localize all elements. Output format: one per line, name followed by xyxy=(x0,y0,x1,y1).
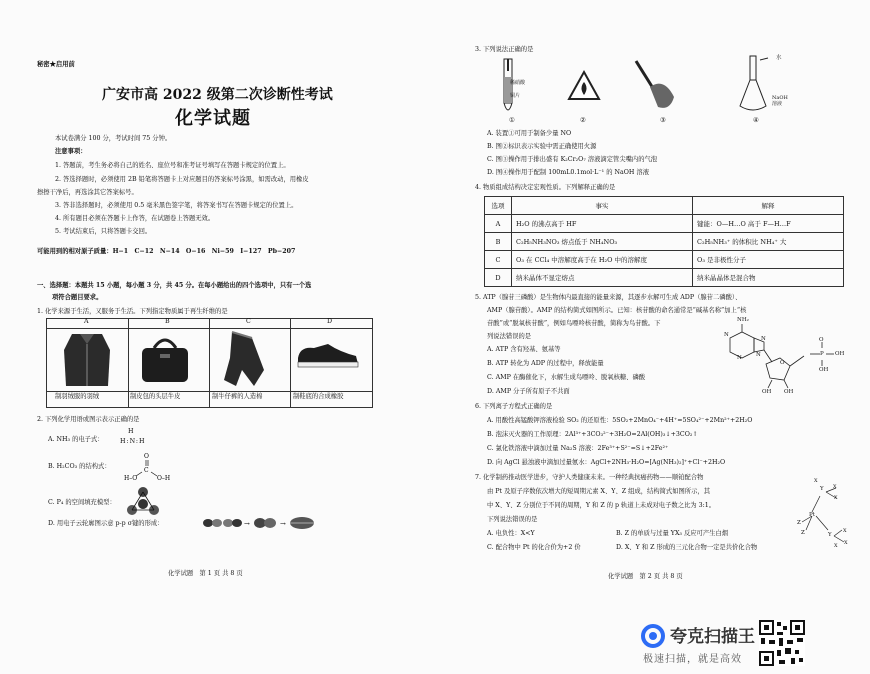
q4-cell: C₂H₅NH₃⁺ 的体积比 NH₄⁺ 大 xyxy=(693,233,844,251)
shoe-image xyxy=(296,340,360,370)
leather-bag-image xyxy=(138,332,192,386)
q5-option-a: A. ATP 含有羟基、氨基等 xyxy=(487,346,561,353)
q2-option-a: A. NH₃ 的电子式： xyxy=(48,436,104,443)
table-row xyxy=(485,215,844,233)
question-5-line-1: 5. ATP（腺苷三磷酸）是生物体内最直接的能量来源，其逐步水解可生成 ADP（腺苷二磷酸）、 xyxy=(475,294,742,301)
volumetric-flask xyxy=(734,54,794,118)
cisplatin-atom: Y xyxy=(828,532,832,538)
q5-option-c: C. AMP 在酶催化下，水解生成鸟嘌呤、脱氧核糖、磷酸 xyxy=(487,374,646,381)
question-5-line-4: 列说法错误的是 xyxy=(487,333,532,340)
q6-option-c: C. 氯化铁溶液中滴加过量 Na₂S 溶液：2Fe³⁺+S²⁻=S↓+2Fe²⁺ xyxy=(487,445,669,452)
q6-option-b: B. 泡沫灭火器的工作原理：2Al³⁺+3CO₃²⁻+3H₂O=2Al(OH)₃↓+3CO₂↑ xyxy=(487,431,698,438)
nh3-formula: H:N:H xyxy=(120,438,146,445)
section-heading-cont: 项符合题目要求。 xyxy=(52,294,103,301)
q3-option-d: D. 图④操作用于配制 100mL0.1mol·L⁻¹ 的 NaOH 溶液 xyxy=(487,169,650,176)
q5-option-b: B. ATP 转化为 ADP 的过程中，释放能量 xyxy=(487,360,604,367)
question-7-line-1: 7. 化学制药推动医学进步，守护人类健康未来。一种经典抗癌药物——顺铂配合物 xyxy=(475,474,704,481)
amp-atom: N xyxy=(737,355,742,361)
q4-cell: D xyxy=(485,269,512,287)
qr-code xyxy=(759,620,805,666)
question-6: 6. 下列离子方程式正确的是 xyxy=(475,403,553,410)
amp-atom: N xyxy=(724,332,729,338)
question-7-line-3: 中 X、Y、Z 分别位于不同的周期，Y 和 Z 的 p 轨道上未成对电子数之比为 3:1。 xyxy=(487,502,716,509)
q3-option-a: A. 装置①可用于制备少量 NO xyxy=(487,130,572,137)
cisplatin-atom: Z xyxy=(797,520,801,526)
apparatus-label-naoh: NaOH 溶液 xyxy=(772,95,788,107)
cisplatin-atom: X xyxy=(844,540,848,546)
svg-text:→: → xyxy=(280,520,286,528)
q4-cell: O₃ 在 CCl₄ 中溶解度高于在 H₂O 中的溶解度 xyxy=(512,251,693,269)
notice-item: 3. 答非选择题时，必须使用 0.5 毫米黑色签字笔，将答案书写在答题卡规定的位置上。 xyxy=(55,202,298,209)
q7-option-b: B. Z 的单质与过量 YX₃ 反应可产生白烟 xyxy=(616,530,729,537)
question-2: 2. 下列化学用语或图示表示正确的是 xyxy=(37,416,140,423)
notice-item: 2. 答选择题时，必须使用 2B 铅笔将答题卡上对应题目的答案标号涂黑，如需改动，用橡皮 xyxy=(55,176,309,183)
q4-cell: H₂O 的沸点高于 HF xyxy=(512,215,693,233)
question-1: 1. 化学来源于生活，又服务于生活。下列指定物质属于再生纤维的是 xyxy=(37,308,228,315)
amp-structure xyxy=(710,318,850,400)
cisplatin-atom: Y xyxy=(820,486,824,492)
apparatus-label-copper: 铜片 xyxy=(510,93,521,99)
q1-header-b: B xyxy=(165,318,170,325)
q7-option-d: D. X、Y 和 Z 形成的三元化合物一定是共价化合物 xyxy=(616,544,758,551)
q4-cell: O₃ 是非极性分子 xyxy=(693,251,844,269)
table-row xyxy=(485,233,844,251)
quark-logo-icon xyxy=(641,624,665,648)
q4-cell: 纳米晶晶体是混合物 xyxy=(693,269,844,287)
notice-intro: 本试卷满分 100 分，考试时间 75 分钟。 xyxy=(55,135,172,142)
secret-label: 秘密★启用前 xyxy=(37,61,75,68)
exam-title: 广安市高 2022 级第二次诊断性考试 xyxy=(102,87,333,103)
question-7-line-4: 下列说法错误的是 xyxy=(487,516,538,523)
q1-caption-c: 制牛仔裤的人造棉 xyxy=(212,393,263,400)
amp-atom: N xyxy=(756,352,761,358)
amp-atom: OH xyxy=(835,351,845,357)
amp-atom: NH₂ xyxy=(737,317,749,323)
notice-item: 4. 所有题目必须在答题卡上作答，在试题卷上答题无效。 xyxy=(55,215,215,222)
fire-warning-sign xyxy=(567,70,601,102)
amp-atom: O xyxy=(819,337,824,343)
q2-option-c: C. P₄ 的空间填充模型： xyxy=(48,499,116,506)
apparatus-number-4: ④ xyxy=(753,117,759,124)
q1-header-c: C xyxy=(246,318,251,325)
amp-atom: OH xyxy=(762,389,772,395)
cisplatin-atom: X xyxy=(814,478,818,484)
q3-option-c: C. 图③操作用于排出盛有 K₂Cr₂O₇ 溶液滴定管尖嘴内的气泡 xyxy=(487,156,658,163)
p-p-sigma-bond-diagram xyxy=(202,515,320,531)
notice-heading: 注意事项： xyxy=(55,148,87,155)
apparatus-number-2: ② xyxy=(580,117,586,124)
cisplatin-atom: Pt xyxy=(809,512,815,518)
page-left xyxy=(0,0,432,674)
notice-item: 5. 考试结束后，只将答题卡交回。 xyxy=(55,228,152,235)
q1-header-a: A xyxy=(84,318,89,325)
q1-caption-b: 制皮包的头层牛皮 xyxy=(130,393,181,400)
footer-page-2: 化学试题 第 2 页 共 8 页 xyxy=(608,573,683,580)
apparatus-number-3: ③ xyxy=(660,117,666,124)
q4-header-cell: 选项 xyxy=(485,197,512,215)
page-right xyxy=(440,0,870,674)
q6-option-d: D. 向 AgCl 悬浊液中滴加过量氨水：AgCl+2NH₃·H₂O=[Ag(NH₃)₂]⁺+Cl⁻+2H₂O xyxy=(487,459,726,466)
q7-option-a: A. 电负性：X<Y xyxy=(487,530,535,537)
cisplatin-atom: X xyxy=(833,484,837,490)
q2-option-d: D. 用电子云轮廓图示意 p-p σ键的形成： xyxy=(48,520,164,527)
apparatus-label-water: 水 xyxy=(776,55,782,61)
svg-text:O: O xyxy=(144,453,149,460)
notice-item: 1. 答题前，考生务必将自己的姓名、座位号和准考证号填写在答题卡规定的位置上。 xyxy=(55,162,290,169)
q2-option-b: B. H₂CO₃ 的结构式： xyxy=(48,463,111,470)
question-5-line-3: 苷酸”或“脱氧核苷酸”，例如鸟嘌呤核苷酸，简称为鸟苷酸。下 xyxy=(487,320,661,327)
svg-text:H–O: H–O xyxy=(124,475,138,482)
question-3: 3. 下列说法正确的是 xyxy=(475,46,534,53)
question-5-line-2: AMP（腺苷酸）。AMP 的结构简式如图所示。已知：核苷酸的命名通常是“碱基名称”加上“核 xyxy=(487,307,747,314)
question-4: 4. 物质组成结构决定宏观性质。下列解释正确的是 xyxy=(475,184,616,191)
apparatus-1-tube xyxy=(490,57,530,119)
p4-model xyxy=(126,486,160,518)
jeans-image xyxy=(218,330,268,388)
q4-cell: A xyxy=(485,215,512,233)
q7-option-c: C. 配合物中 Pt 的化合价为+2 价 xyxy=(487,544,581,551)
burette-operation xyxy=(630,57,680,117)
atomic-mass-line: 可能用到的相对原子质量：H−1 C−12 N−14 O−16 Ni−59 I−127 Pb−207 xyxy=(37,248,296,255)
table-row xyxy=(485,251,844,269)
h2co3-structure xyxy=(120,450,180,480)
q4-cell: C xyxy=(485,251,512,269)
down-jacket-image xyxy=(62,330,112,388)
cisplatin-atom: X xyxy=(843,528,847,534)
q1-header-d: D xyxy=(327,318,333,325)
svg-text:O–H: O–H xyxy=(157,475,171,482)
notice-item: 擦擦干净后，再选涂其它答案标号。 xyxy=(37,189,138,196)
q4-cell: C₂H₅NH₃NO₃ 熔点低于 NH₄NO₃ xyxy=(512,233,693,251)
amp-atom: N xyxy=(761,336,766,342)
nh3-top-h: H xyxy=(128,428,134,435)
q4-table xyxy=(484,196,844,287)
q1-caption-a: 制羽绒服的羽绒 xyxy=(55,393,100,400)
cisplatin-atom: Z xyxy=(801,530,805,536)
table-row xyxy=(485,269,844,287)
question-7-line-2: 由 Pt 及原子序数依次增大的短周期元素 X、Y、Z 组成，结构简式如图所示，其 xyxy=(487,488,710,495)
amp-atom: OH xyxy=(819,367,829,373)
amp-atom: O xyxy=(780,360,785,366)
q5-option-d: D. AMP 分子所有原子不共面 xyxy=(487,388,570,395)
apparatus-number-1: ① xyxy=(509,117,515,124)
q6-option-a: A. 用酸性高锰酸钾溶液检验 SO₂ 的还原性：5SO₂+2MnO₄⁻+4H⁺=5SO₄²⁻+2Mn²⁺+2H₂O xyxy=(487,417,753,424)
q4-cell: 键能：O—H…O 高于 F—H…F xyxy=(693,215,844,233)
section-heading: 一、选择题：本题共 15 小题，每小题 3 分，共 45 分。在每小题给出的四个选项中，只有一个选 xyxy=(37,282,312,289)
watermark-name: 夸克扫描王 xyxy=(670,627,755,647)
q4-header-cell: 事实 xyxy=(512,197,693,215)
q4-cell: B xyxy=(485,233,512,251)
amp-atom: P xyxy=(820,351,824,357)
q4-header-cell: 解释 xyxy=(693,197,844,215)
q1-caption-d: 制鞋底的合成橡胶 xyxy=(293,393,344,400)
apparatus-label-nitric: 稀硝酸 xyxy=(510,80,526,86)
cisplatin-atom: X xyxy=(834,543,838,549)
svg-text:→: → xyxy=(244,520,250,528)
q3-option-b: B. 图②标识表示实验中需正确使用火源 xyxy=(487,143,597,150)
subject-title: 化学试题 xyxy=(175,108,251,129)
q4-cell: 纳米晶体不显定熔点 xyxy=(512,269,693,287)
amp-atom: OH xyxy=(784,389,794,395)
footer-page-1: 化学试题 第 1 页 共 8 页 xyxy=(168,570,243,577)
svg-text:C: C xyxy=(144,467,149,474)
cisplatin-atom: X xyxy=(834,495,838,501)
watermark-slogan: 极速扫描，就是高效 xyxy=(643,654,742,665)
